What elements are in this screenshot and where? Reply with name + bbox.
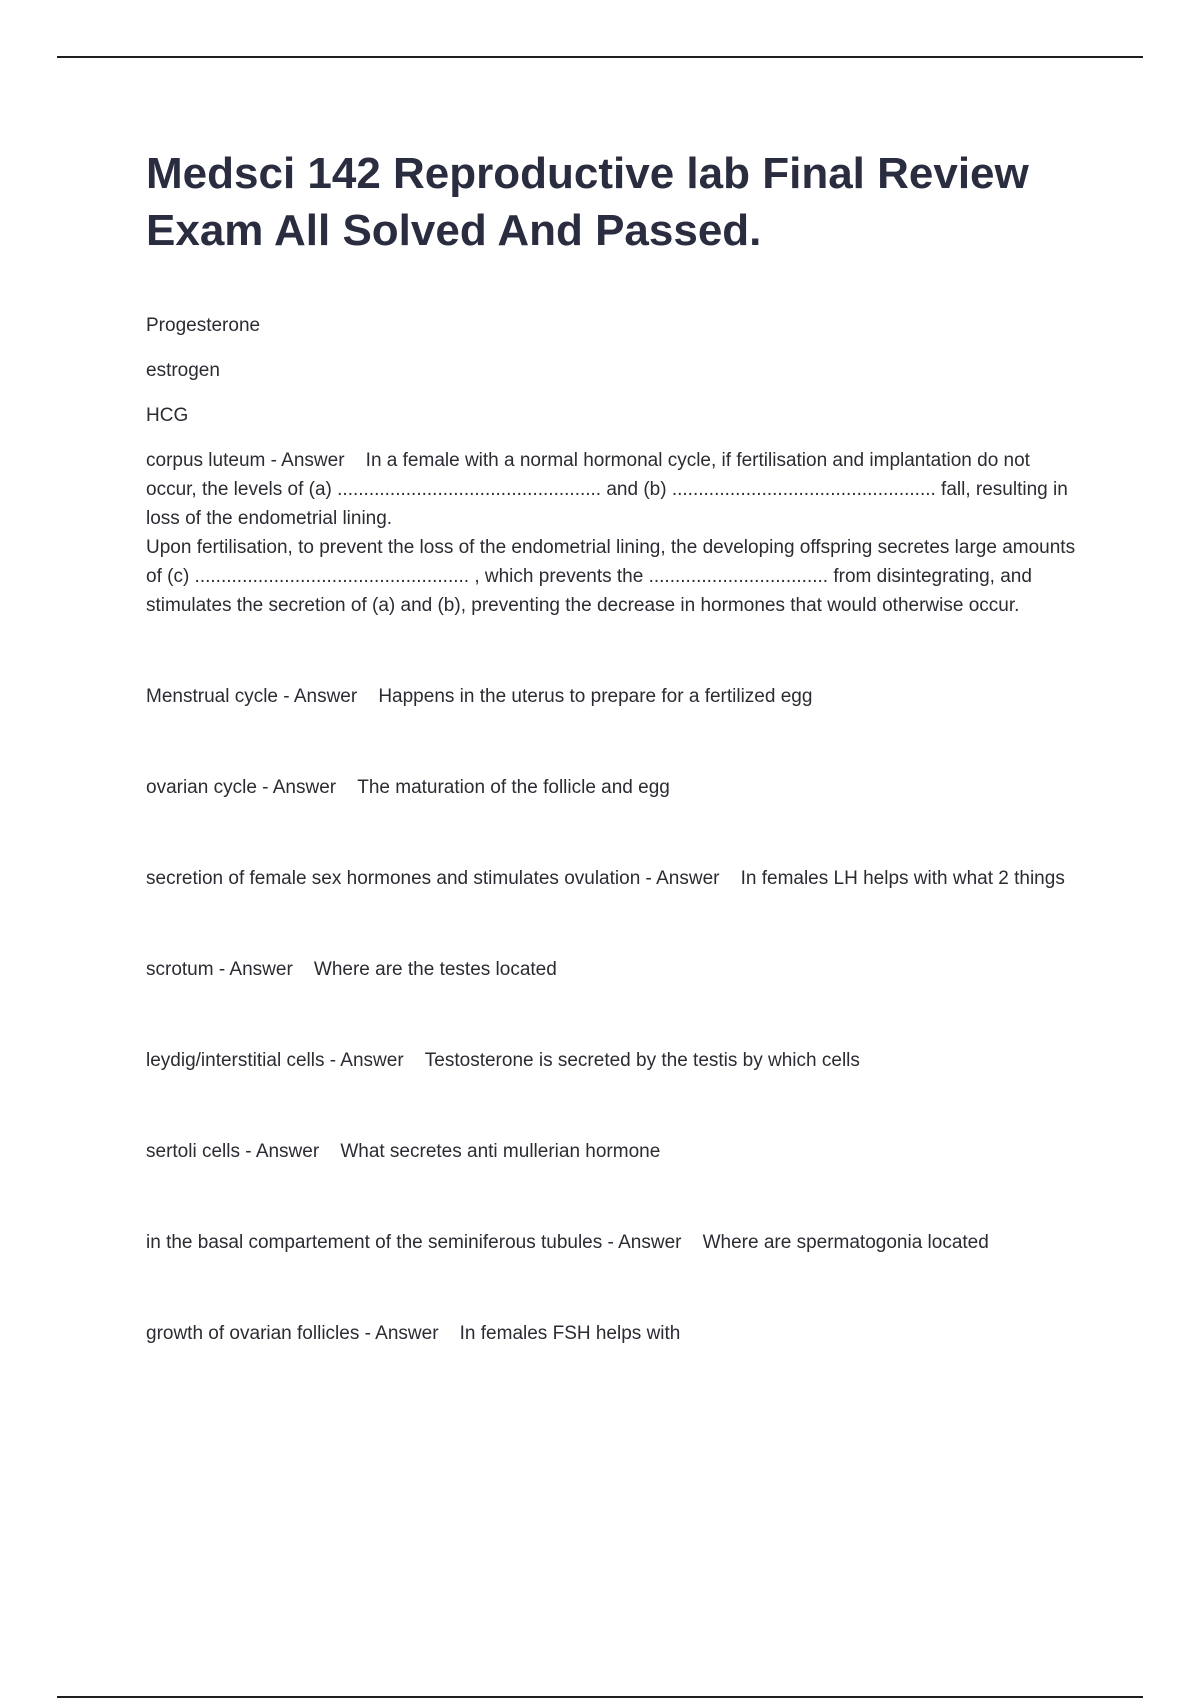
qa-question: Happens in the uterus to prepare for a fertilized egg — [378, 686, 813, 707]
document-title: Medsci 142 Reproductive lab Final Review Exam All Solved And Passed. — [146, 149, 1029, 255]
intro-term: estrogen — [146, 360, 220, 381]
qa-separator: - Answer — [256, 777, 342, 798]
qa-question: In females LH helps with what 2 things — [740, 868, 1065, 889]
bottom-rule — [57, 1696, 1143, 1698]
qa-continuation: Upon fertilisation, to prevent the loss of the endometrial lining, the developing offspring secretes large amounts of (c) .................................................... , which prevents the .................................. from disintegrating, and stimulates the secretion of (a) and (b), preventing the decrease in hormones that would otherwise occur. — [146, 537, 1076, 616]
qa-item — [146, 1137, 1076, 1166]
qa-separator: - Answer — [602, 1232, 687, 1253]
qa-answer: Menstrual cycle — [146, 686, 278, 707]
qa-separator: - Answer — [640, 868, 725, 889]
qa-answer: secretion of female sex hormones and stimulates ovulation — [146, 868, 641, 889]
qa-answer: in the basal compartement of the seminiferous tubules — [146, 1232, 603, 1253]
qa-question: What secretes anti mullerian hormone — [340, 1141, 661, 1162]
qa-question: In a female with a normal hormonal cycle, if fertilisation and implantation do not occur, the levels of (a) .................................................. and (b) .................................................. fall, resulting in loss of the endometrial lining. — [146, 450, 1068, 529]
qa-item — [146, 1228, 1076, 1257]
qa-separator: - Answer — [359, 1323, 444, 1344]
qa-separator: - Answer — [324, 1050, 409, 1071]
qa-question: Testosterone is secreted by the testis by which cells — [424, 1050, 860, 1071]
qa-question: In females FSH helps with — [459, 1323, 681, 1344]
qa-item — [146, 773, 1076, 802]
qa-answer: sertoli cells — [146, 1141, 240, 1162]
qa-question: Where are spermatogonia located — [702, 1232, 989, 1253]
qa-item — [146, 446, 1076, 533]
qa-item — [146, 1319, 1076, 1348]
qa-question: The maturation of the follicle and egg — [357, 777, 670, 798]
qa-separator: - Answer — [265, 450, 350, 471]
qa-answer: growth of ovarian follicles — [146, 1323, 360, 1344]
qa-separator: - Answer — [278, 686, 363, 707]
qa-answer: scrotum — [146, 959, 214, 980]
qa-item — [146, 682, 1076, 711]
intro-term: HCG — [146, 405, 189, 426]
qa-answer: corpus luteum — [146, 450, 266, 471]
qa-answer: ovarian cycle — [146, 777, 257, 798]
qa-item — [146, 864, 1076, 893]
document-body — [146, 145, 1076, 1348]
top-rule — [57, 56, 1143, 58]
qa-question: Where are the testes located — [313, 959, 557, 980]
intro-term: Progesterone — [146, 315, 261, 336]
qa-answer: leydig/interstitial cells — [146, 1050, 325, 1071]
qa-item — [146, 955, 1076, 984]
qa-separator: - Answer — [213, 959, 299, 980]
qa-separator: - Answer — [239, 1141, 325, 1162]
qa-item — [146, 1046, 1076, 1075]
